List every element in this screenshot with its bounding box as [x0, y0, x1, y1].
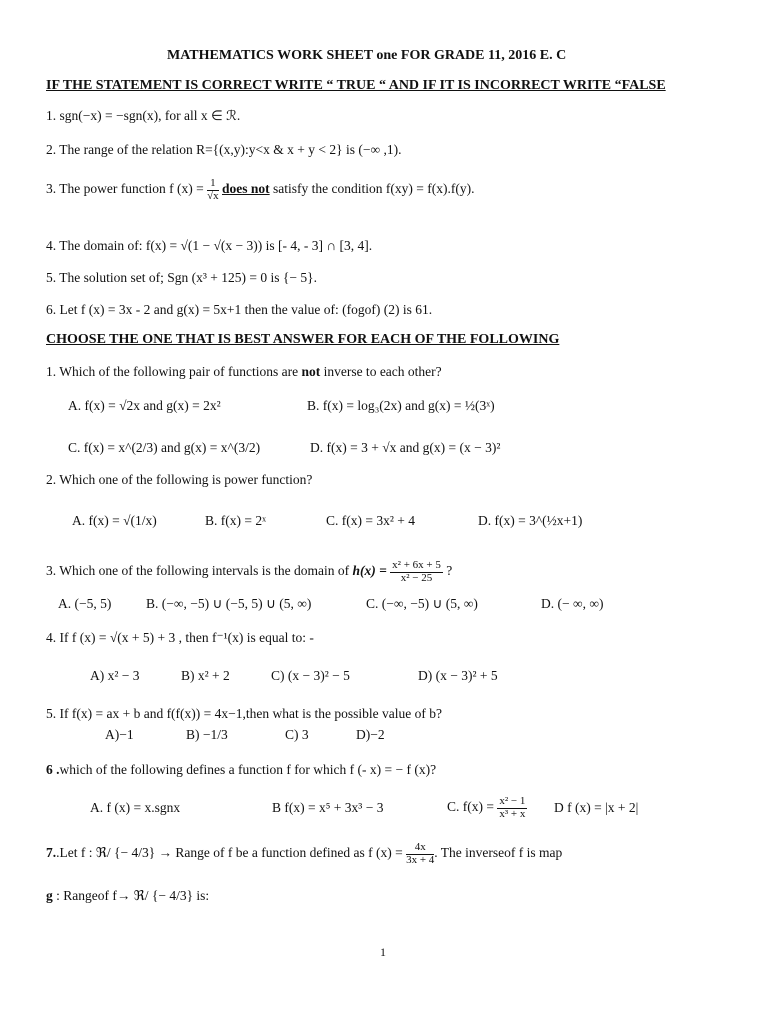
mc-q1-prefix: 1. Which of the following pair of functions are — [46, 364, 302, 379]
tf-q3-numerator: 1 — [207, 178, 219, 191]
mc-q5-option-d: D)−2 — [356, 727, 385, 742]
tf-question-4: 4. The domain of: f(x) = √(1 − √(x − 3)) is [- 4, - 3] ∩ [3, 4]. — [46, 238, 373, 253]
page-title: MATHEMATICS WORK SHEET one FOR GRADE 11, 2016 E. C — [167, 48, 567, 63]
mc-q2-option-a: A. f(x) = √(1/x) — [72, 513, 157, 528]
tf-q3-denominator: √x — [207, 189, 219, 202]
mc-q6c-numerator: x² − 1 — [499, 795, 526, 807]
mc-q7-numerator: 4x — [406, 842, 434, 855]
mc-q6-text: which of the following defines a function f for which f (- x) = − f (x)? — [59, 762, 437, 777]
tf-question-1: 1. sgn(−x) = −sgn(x), for all x ∈ ℛ. — [46, 108, 241, 123]
mc-q4-option-d: D) (x − 3)² + 5 — [418, 668, 498, 683]
mc-q3-fraction — [390, 560, 443, 584]
multiple-choice-heading: CHOOSE THE ONE THAT IS BEST ANSWER FOR EACH OF THE FOLLOWING — [46, 332, 560, 347]
tf-question-5: 5. The solution set of; Sgn (x³ + 125) = 0 is {− 5}. — [46, 270, 317, 285]
mc-q6-option-b: B f(x) = x⁵ + 3x³ − 3 — [272, 800, 384, 815]
mc-q7-prefix: .Let f : ℜ/ {− 4/3} → Range of f be a function defined as f (x) = — [56, 845, 407, 861]
mc-q3-suffix: ? — [446, 563, 453, 579]
mc-q4-option-c: C) (x − 3)² − 5 — [271, 668, 350, 683]
tf-q3-prefix: 3. The power function f (x) = — [46, 181, 208, 197]
mc-q6-option-d: D f (x) = |x + 2| — [554, 800, 639, 815]
mc-q3-numerator: x² + 6x + 5 — [392, 559, 441, 571]
mc-q7-denominator: 3x + 4 — [406, 853, 435, 866]
mc-q6c-prefix: C. f(x) = — [447, 799, 498, 815]
tf-q3-emphasis: does not — [222, 181, 270, 197]
mc-question-1 — [46, 364, 442, 380]
mc-q4-option-b: B) x² + 2 — [181, 668, 230, 683]
mc-q6c-denominator: x³ + x — [499, 807, 526, 820]
mc-question-7 — [46, 842, 562, 866]
mc-q2-option-c: C. f(x) = 3x² + 4 — [326, 513, 416, 528]
mc-q1-option-c: C. f(x) = x^(2/3) and g(x) = x^(3/2) — [68, 440, 261, 455]
mc-q5-option-b: B) −1/3 — [186, 727, 228, 742]
mc-question-2: 2. Which one of the following is power function? — [46, 472, 313, 487]
mc-q7-line2-text: : Rangeof f→ ℜ/ {− 4/3} is: — [52, 888, 210, 903]
page-number: 1 — [380, 945, 386, 959]
mc-q7-fraction — [406, 842, 434, 866]
mc-q3-option-a: A. (−5, 5) — [58, 596, 112, 611]
mc-q1-suffix: inverse to each other? — [320, 364, 442, 379]
mc-q7-g: g — [46, 888, 53, 903]
mc-q6c-fraction — [497, 796, 527, 820]
mc-q6-number: 6 . — [46, 762, 60, 777]
mc-q3-option-b: B. (−∞, −5) ∪ (−5, 5) ∪ (5, ∞) — [146, 596, 312, 611]
tf-question-3 — [46, 178, 474, 202]
mc-question-4: 4. If f (x) = √(x + 5) + 3 , then f⁻¹(x) is equal to: - — [46, 630, 314, 645]
tf-question-6: 6. Let f (x) = 3x - 2 and g(x) = 5x+1 then the value of: (fogof) (2) is 61. — [46, 302, 433, 317]
mc-q3-prefix: 3. Which one of the following intervals is the domain of — [46, 563, 353, 579]
mc-q3-denominator: x² − 25 — [400, 571, 433, 584]
mc-q2-option-b: B. f(x) = 2ˣ — [205, 513, 267, 528]
mc-q6-option-c — [447, 796, 527, 820]
mc-q6-option-a: A. f (x) = x.sgnx — [90, 800, 181, 815]
tf-question-2: 2. The range of the relation R={(x,y):y<x & x + y < 2} is (−∞ ,1). — [46, 142, 402, 157]
mc-question-6 — [46, 762, 436, 778]
mc-q5-option-c: C) 3 — [285, 727, 309, 742]
mc-q1-option-b: B. f(x) = log₃(2x) and g(x) = ½(3ˣ) — [307, 398, 495, 413]
mc-question-3 — [46, 560, 452, 584]
mc-question-7-line2 — [46, 888, 209, 904]
mc-q1-option-d: D. f(x) = 3 + √x and g(x) = (x − 3)² — [310, 440, 501, 455]
mc-q3-option-d: D. (− ∞, ∞) — [541, 596, 604, 611]
tf-q3-fraction — [207, 178, 219, 202]
mc-q3-option-c: C. (−∞, −5) ∪ (5, ∞) — [366, 596, 478, 611]
mc-q1-bold: not — [301, 364, 321, 379]
mc-q3-function: h(x) = — [352, 563, 391, 579]
mc-question-5: 5. If f(x) = ax + b and f(f(x)) = 4x−1,then what is the possible value of b? — [46, 706, 442, 721]
mc-q7-number: 7. — [46, 845, 57, 861]
true-false-heading: IF THE STATEMENT IS CORRECT WRITE “ TRUE “ AND IF IT IS INCORRECT WRITE “FALSE — [46, 78, 666, 93]
tf-q3-suffix: satisfy the condition f(xy) = f(x).f(y). — [273, 181, 475, 197]
mc-q1-option-a: A. f(x) = √2x and g(x) = 2x² — [68, 398, 221, 413]
mc-q4-option-a: A) x² − 3 — [90, 668, 140, 683]
mc-q5-option-a: A)−1 — [105, 727, 134, 742]
mc-q2-option-d: D. f(x) = 3^(½x+1) — [478, 513, 583, 528]
mc-q7-suffix: . The inverseof f is map — [434, 845, 563, 861]
